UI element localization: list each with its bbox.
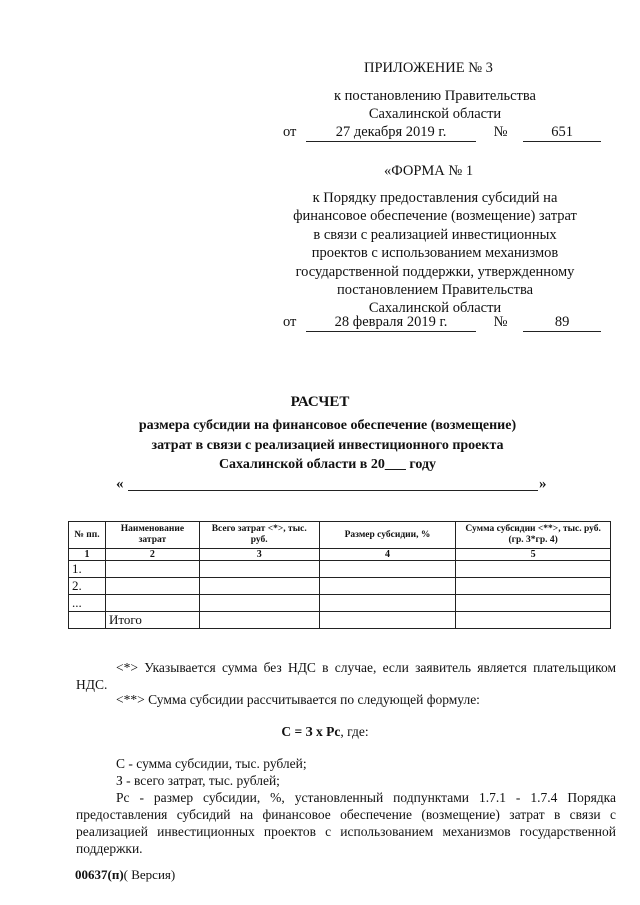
table-row — [69, 561, 611, 578]
form-date: 28 февраля 2019 г. — [306, 314, 476, 332]
calc-subtitle-line: Сахалинской области в 20___ году — [218, 457, 437, 472]
footer-version: ( Версия) — [123, 867, 176, 882]
appendix-line-1: к постановлению Правительства — [334, 88, 536, 104]
calc-subtitle — [0, 416, 640, 475]
table-cell — [69, 612, 106, 629]
calc-title: РАСЧЕТ — [290, 394, 350, 410]
table-cell — [199, 612, 319, 629]
table-index: 2 — [105, 549, 199, 561]
table-header: Наименование затрат — [105, 522, 199, 549]
table-cell — [456, 578, 611, 595]
table-cell — [456, 612, 611, 629]
table-cell — [319, 595, 456, 612]
form-number: 89 — [523, 314, 601, 332]
formula — [0, 723, 640, 740]
form-line: Сахалинской области — [368, 300, 502, 317]
table-cell: Итого — [105, 612, 199, 629]
form-line: в связи с реализацией инвестиционных — [313, 226, 557, 243]
table-cell — [105, 561, 199, 578]
formula-expression: С = З х Рс — [281, 724, 341, 739]
table-cell — [105, 578, 199, 595]
form-line: финансовое обеспечение (возмещение) затрат — [293, 208, 577, 225]
table-index: 1 — [69, 549, 106, 561]
from-label: от — [283, 124, 297, 140]
definition-1: С - сумма субсидии, тыс. рублей; — [116, 756, 307, 771]
table-index-row — [69, 549, 611, 561]
table-cell — [199, 595, 319, 612]
form-lines — [280, 189, 590, 318]
table-index: 5 — [456, 549, 611, 561]
footer — [75, 867, 175, 883]
table-index: 4 — [319, 549, 456, 561]
table-cell — [199, 578, 319, 595]
calc-subtitle-line: размера субсидии на финансовое обеспечение (возмещение) — [138, 418, 517, 433]
table-index: 3 — [199, 549, 319, 561]
table-cell — [456, 595, 611, 612]
table-cell: 2. — [69, 578, 106, 595]
form-line: постановлением Правительства — [336, 282, 534, 299]
table-row — [69, 578, 611, 595]
formula-suffix: , где: — [340, 724, 369, 739]
table-cell — [105, 595, 199, 612]
appendix-title: ПРИЛОЖЕНИЕ № 3 — [364, 60, 493, 76]
form-date-row — [283, 314, 601, 332]
table-cell — [456, 561, 611, 578]
quote-open: « — [116, 476, 124, 492]
calc-subtitle-line: затрат в связи с реализацией инвестиционного проекта — [151, 437, 504, 453]
appendix-date: 27 декабря 2019 г. — [306, 124, 476, 142]
appendix-number: 651 — [523, 124, 601, 142]
table-cell — [319, 612, 456, 629]
definition-2: З - всего затрат, тыс. рублей; — [116, 773, 280, 788]
form-title: «ФОРМА № 1 — [384, 163, 474, 179]
note-2: <**> Сумма субсидии рассчитывается по следующей формуле: — [116, 692, 480, 707]
number-label: № — [493, 314, 508, 330]
table-cell — [319, 561, 456, 578]
table-row — [69, 595, 611, 612]
table-header: Всего затрат <*>, тыс. руб. — [199, 522, 319, 549]
from-label: от — [283, 314, 297, 330]
footer-code: 00637(п) — [75, 867, 124, 882]
table-cell — [319, 578, 456, 595]
appendix-line-2: Сахалинской области — [368, 106, 502, 122]
table-total-row — [69, 612, 611, 629]
quote-close: » — [539, 476, 547, 492]
table-cell — [199, 561, 319, 578]
project-name-line — [128, 490, 538, 491]
table-header: № пп. — [69, 522, 106, 549]
table-header: Сумма субсидии <**>, тыс. руб. (гр. 3*гр. 4) — [456, 522, 611, 549]
table-header-row — [69, 522, 611, 549]
definition-3: Рс - размер субсидии, %, установленный подпунктами 1.7.1 - 1.7.4 Порядка предоставления субсидий на финансовое обеспечение (возмещение) затрат в связи с реализацией инвестиционных проектов с использованием механизмов государственной поддержки. — [76, 790, 616, 856]
calc-table — [68, 521, 611, 629]
table-cell: 1. — [69, 561, 106, 578]
form-line: к Порядку предоставления субсидий на — [312, 190, 558, 206]
number-label: № — [493, 124, 508, 140]
note-1: <*> Указывается сумма без НДС в случае, если заявитель является плательщиком НДС. — [76, 660, 616, 692]
form-line: проектов с использованием механизмов — [311, 245, 559, 262]
table-header: Размер субсидии, % — [319, 522, 456, 549]
form-line: государственной поддержки, утвержденному — [295, 263, 575, 280]
table-cell: ... — [69, 595, 106, 612]
appendix-date-row — [283, 124, 601, 142]
